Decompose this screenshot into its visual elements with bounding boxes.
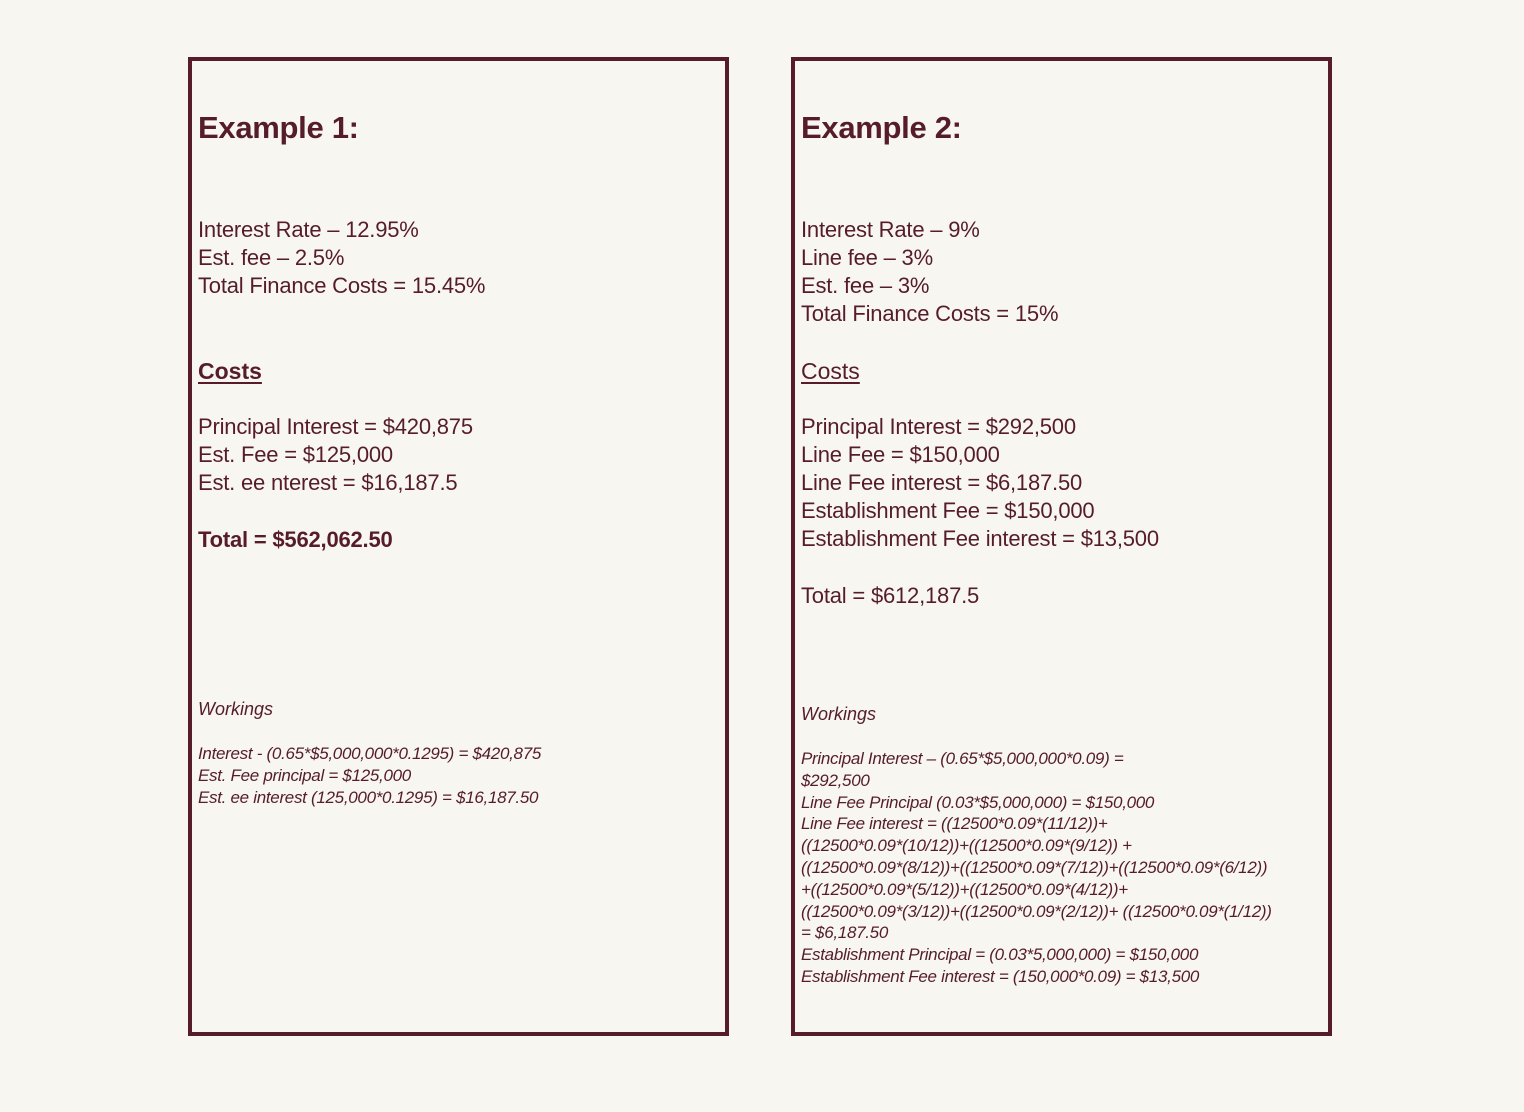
example-2-costs-heading: Costs xyxy=(801,358,860,384)
example-1-rate-line: Interest Rate – 12.95% xyxy=(198,217,419,242)
example-1-rate-line: Est. fee – 2.5% xyxy=(198,245,345,270)
example-1-total: Total = $562,062.50 xyxy=(198,527,393,552)
example-2-working-line: Establishment Principal = (0.03*5,000,000) = $150,000 xyxy=(801,945,1199,965)
example-1-costs xyxy=(198,413,719,497)
example-2-rate-line: Est. fee – 3% xyxy=(801,273,930,298)
example-1-working-line: Est. Fee principal = $125,000 xyxy=(198,765,411,785)
example-2-working-line: ((12500*0.09*(10/12))+((12500*0.09*(9/12)) + xyxy=(801,836,1132,856)
example-2-cost-line: Establishment Fee = $150,000 xyxy=(801,498,1095,523)
example-2-working-line: Line Fee interest = ((12500*0.09*(11/12))+ xyxy=(801,814,1108,834)
example-2-working-line: ((12500*0.09*(3/12))+((12500*0.09*(2/12))+ ((12500*0.09*(1/12)) xyxy=(801,901,1272,921)
example-2-working-line: +((12500*0.09*(5/12))+((12500*0.09*(4/12))+ xyxy=(801,879,1128,899)
example-1-workings-heading: Workings xyxy=(198,699,274,719)
example-1-cost-line: Est. ee nterest = $16,187.5 xyxy=(198,470,458,495)
example-2-card xyxy=(791,57,1332,1036)
example-1-workings xyxy=(198,743,719,808)
example-1-cost-line: Principal Interest = $420,875 xyxy=(198,414,473,439)
example-2-cost-line: Line Fee = $150,000 xyxy=(801,442,1000,467)
example-2-working-line: = $6,187.50 xyxy=(801,923,888,943)
example-2-working-line: Line Fee Principal (0.03*$5,000,000) = $150,000 xyxy=(801,792,1155,812)
example-2-cost-line: Establishment Fee interest = $13,500 xyxy=(801,526,1159,551)
example-2-working-line: ((12500*0.09*(8/12))+((12500*0.09*(7/12))+((12500*0.09*(6/12)) xyxy=(801,857,1268,877)
example-2-workings xyxy=(801,748,1322,988)
example-1-title: Example 1: xyxy=(198,110,359,145)
example-2-total: Total = $612,187.5 xyxy=(801,583,980,608)
example-1-working-line: Est. ee interest (125,000*0.1295) = $16,187.50 xyxy=(198,787,539,807)
example-2-rate-line: Line fee – 3% xyxy=(801,245,933,270)
example-2-rate-line: Interest Rate – 9% xyxy=(801,217,980,242)
example-2-rates xyxy=(801,216,1322,328)
example-1-rates xyxy=(198,216,719,300)
example-2-costs xyxy=(801,413,1322,553)
example-2-rate-line: Total Finance Costs = 15% xyxy=(801,301,1059,326)
example-2-working-line: $292,500 xyxy=(801,770,870,790)
example-1-cost-line: Est. Fee = $125,000 xyxy=(198,442,393,467)
example-2-cost-line: Line Fee interest = $6,187.50 xyxy=(801,470,1083,495)
example-1-rate-line: Total Finance Costs = 15.45% xyxy=(198,273,486,298)
example-1-costs-heading: Costs xyxy=(198,358,262,384)
example-1-working-line: Interest - (0.65*$5,000,000*0.1295) = $420,875 xyxy=(198,744,542,763)
example-2-cost-line: Principal Interest = $292,500 xyxy=(801,414,1076,439)
example-2-title: Example 2: xyxy=(801,110,962,145)
example-2-workings-heading: Workings xyxy=(801,704,877,724)
example-2-working-line: Principal Interest – (0.65*$5,000,000*0.09) = xyxy=(801,749,1124,768)
example-1-card xyxy=(188,57,729,1036)
example-2-working-line: Establishment Fee interest = (150,000*0.09) = $13,500 xyxy=(801,966,1200,986)
